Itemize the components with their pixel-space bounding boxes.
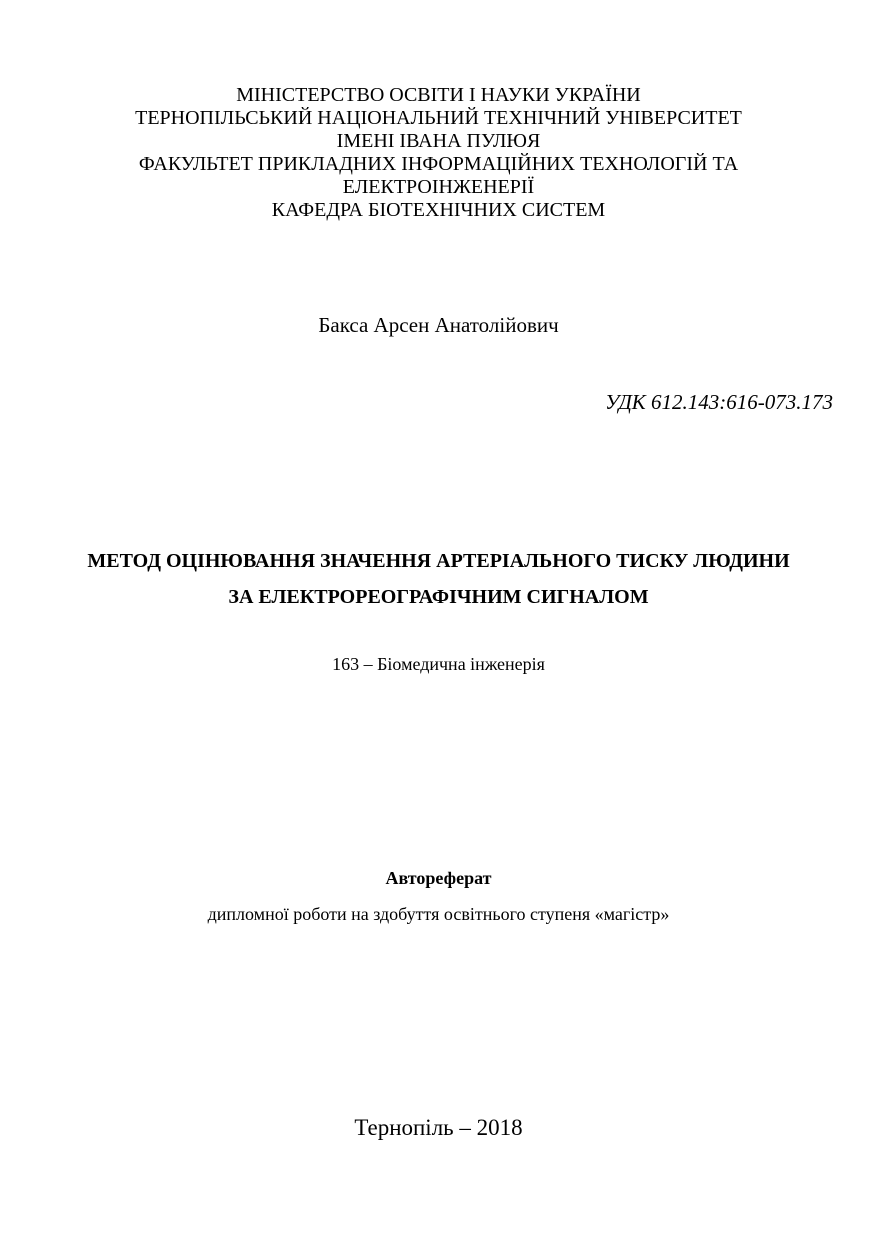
header-line-university: ТЕРНОПІЛЬСЬКИЙ НАЦІОНАЛЬНИЙ ТЕХНІЧНИЙ УНІВЕРСИТЕТ: [135, 107, 742, 129]
thesis-title-line-1: МЕТОД ОЦІНЮВАННЯ ЗНАЧЕННЯ АРТЕРІАЛЬНОГО ТИСКУ ЛЮДИНИ: [87, 550, 790, 572]
header-line-university-name: ІМЕНІ ІВАНА ПУЛЮЯ: [336, 130, 541, 152]
header-line-faculty-cont: ЕЛЕКТРОІНЖЕНЕРІЇ: [342, 176, 535, 198]
author-name: Бакса Арсен Анатолійович: [318, 313, 559, 337]
institution-header: [0, 84, 877, 222]
specialty: 163 – Біомедична інженерія: [332, 654, 545, 674]
document-subtitle: дипломної роботи на здобуття освітнього ступеня «магістр»: [207, 904, 670, 924]
udc-code: УДК 612.143:616-073.173: [605, 390, 833, 414]
thesis-title-line-2: ЗА ЕЛЕКТРОРЕОГРАФІЧНИМ СИГНАЛОМ: [228, 586, 649, 608]
thesis-title: [0, 543, 877, 615]
header-line-faculty: ФАКУЛЬТЕТ ПРИКЛАДНИХ ІНФОРМАЦІЙНИХ ТЕХНОЛОГІЙ ТА: [138, 153, 739, 175]
header-line-ministry: МІНІСТЕРСТВО ОСВІТИ І НАУКИ УКРАЇНИ: [236, 84, 641, 106]
document-type: Автореферат: [385, 868, 492, 888]
city-year: Тернопіль – 2018: [354, 1115, 523, 1140]
header-line-department: КАФЕДРА БІОТЕХНІЧНИХ СИСТЕМ: [271, 199, 606, 221]
